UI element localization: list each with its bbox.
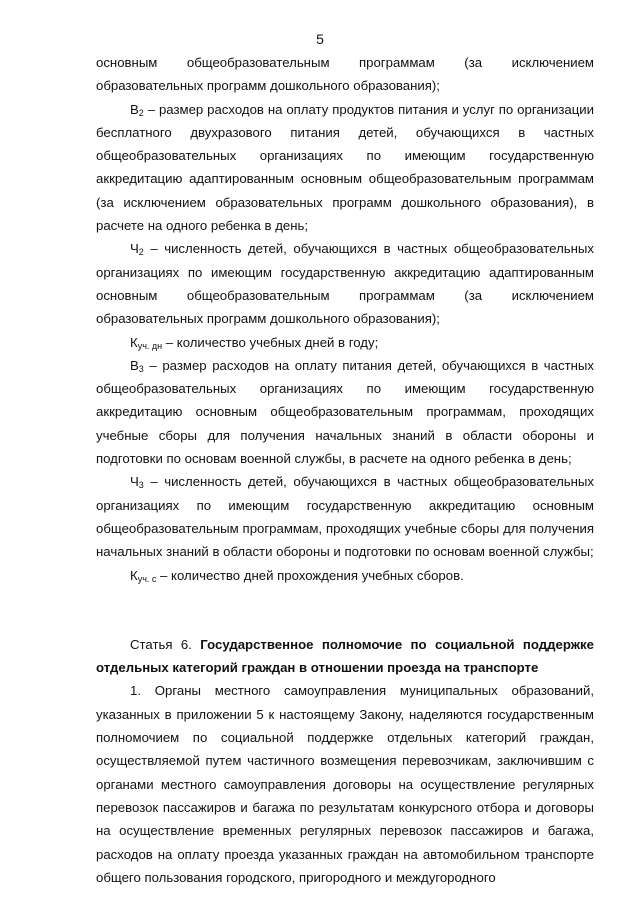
- paragraph-continuation: [96, 51, 594, 98]
- definition-text: – численность детей, обучающихся в частных общеобразовательных организациях по имеющим государственную аккредитацию основным общеобразовательным программам, проходящих учебные сборы для получения начальных знаний в области обороны и подготовки по основам военной службы;: [96, 474, 594, 560]
- definition-ch2: [96, 237, 594, 330]
- formula-subscript: 2: [138, 107, 144, 118]
- article-clause-1: [96, 679, 594, 889]
- formula-symbol: Ч: [130, 474, 139, 490]
- document-body: [96, 51, 594, 889]
- definition-ch3: [96, 470, 594, 563]
- page-number: 5: [316, 31, 324, 47]
- definition-text: – количество учебных дней в году;: [162, 334, 379, 350]
- formula-symbol: К: [130, 567, 138, 583]
- definition-text: – количество дней прохождения учебных сборов.: [156, 567, 464, 583]
- formula-subscript: уч. с: [137, 573, 157, 584]
- paragraph-text: основным общеобразовательным программам (за исключением образовательных программ дошкольного образования);: [96, 55, 594, 94]
- formula-symbol: К: [130, 334, 138, 350]
- definition-text: – размер расходов на оплату продуктов питания и услуг по организации бесплатного двухразового питания детей, обучающихся в частных общеобразовательных организациях по имеющим государственную аккредитацию адаптированным основным общеобразовательным программам (за исключением образовательных программ дошкольного образования), в расчете на одного ребенка в день;: [96, 101, 594, 234]
- definition-v2: [96, 98, 594, 238]
- section-spacer: [96, 587, 594, 610]
- formula-symbol: В: [130, 357, 139, 373]
- definition-text: – численность детей, обучающихся в частных общеобразовательных организациях по имеющим государственную аккредитацию адаптированным основным общеобразовательным программам (за исключением образовательных программ дошкольного образования);: [96, 241, 594, 327]
- definition-text: – размер расходов на оплату питания детей, обучающихся в частных общеобразовательных организациях по имеющим государственную аккредитацию основным общеобразовательным программам, проходящих учебные сборы для получения начальных знаний в области обороны и подготовки по основам военной службы, в расчете на одного ребенка в день;: [96, 357, 594, 467]
- formula-subscript: уч. дн: [137, 340, 163, 351]
- article-heading: [96, 633, 594, 680]
- formula-symbol: Ч: [130, 241, 139, 257]
- section-spacer: [96, 610, 594, 633]
- definition-k-uch-dn: [96, 331, 594, 354]
- clause-text: 1. Органы местного самоуправления муниципальных образований, указанных в приложении 5 к настоящему Закону, наделяются государственным полномочием по социальной поддержке отдельных категорий граждан, осуществляемой путем частичного возмещения перевозчикам, заключившим с органами местного самоуправления договоры на осуществление регулярных перевозок пассажиров и багажа по результатам конкурсного отбора и договоры на осуществление временных регулярных перевозок пассажиров и багажа, расходов на оплату проезда указанных граждан на автомобильном транспорте общего пользования городского, пригородного и междугородного: [96, 683, 594, 885]
- definition-k-uch-s: [96, 564, 594, 587]
- definition-v3: [96, 354, 594, 470]
- article-title: Государственное полномочие по социальной поддержке отдельных категорий граждан в отношении проезда на транспорте: [96, 636, 594, 676]
- formula-symbol: В: [130, 101, 139, 117]
- formula-subscript: 3: [138, 363, 144, 374]
- formula-subscript: 2: [138, 247, 144, 258]
- article-label: Статья 6.: [130, 636, 201, 652]
- formula-subscript: 3: [138, 480, 144, 491]
